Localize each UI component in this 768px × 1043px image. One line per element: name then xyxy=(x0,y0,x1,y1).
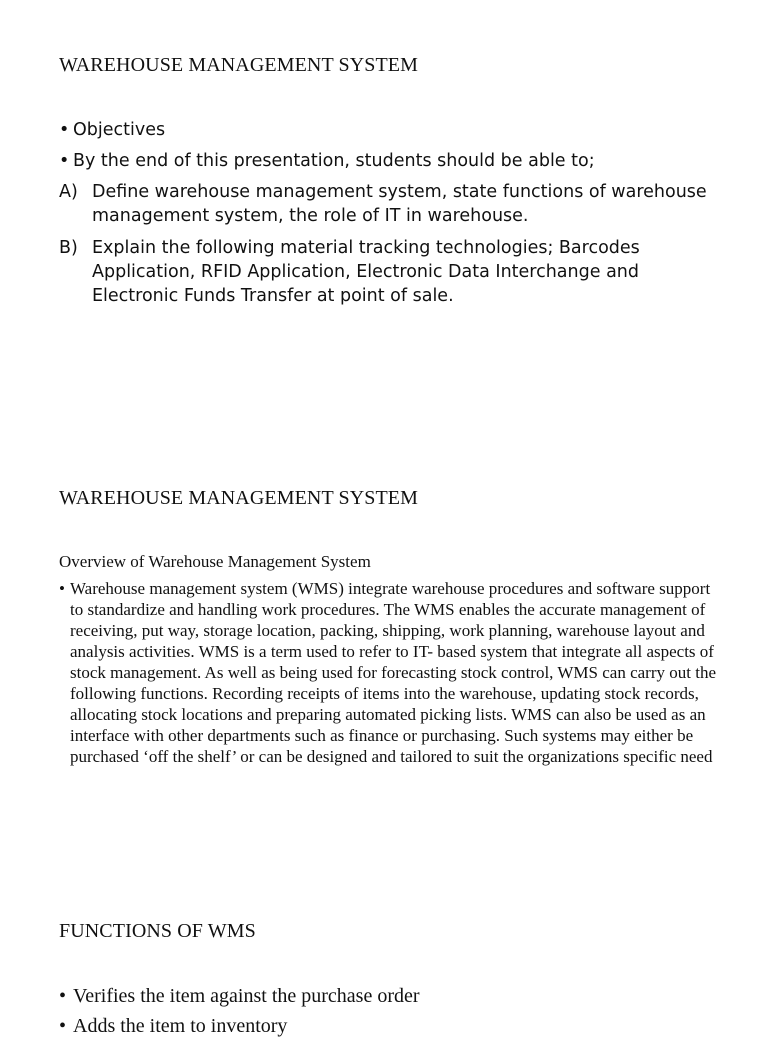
list-item-text: Explain the following material tracking technologies; Barcodes Application, RFID Application, Electronic Data Interchange and Electronic Funds Transfer at point of sale. xyxy=(92,238,640,306)
list-item xyxy=(59,118,709,142)
list-item-text: Verifies the item against the purchase order xyxy=(73,985,420,1007)
section3-title: FUNCTIONS OF WMS xyxy=(59,920,256,942)
bullet-marker: • xyxy=(59,579,65,598)
list-item xyxy=(59,149,709,173)
paragraph-text: Warehouse management system (WMS) integrate warehouse procedures and software support to standardize and handling work procedures. The WMS enables the accurate management of receiving, put way, storage location, packing, shipping, work planning, warehouse layout and analysis activities. WMS is a term used to refer to IT- based system that integrate all aspects of stock management. As well as being used for forecasting stock control, WMS can carry out the following functions. Recording receipts of items into the warehouse, updating stock records, allocating stock locations and preparing automated picking lists. WMS can also be used as an interface with other departments such as finance or purchasing. Such systems may either be purchased ‘off the shelf’ or can be designed and tailored to suit the organizations specific need xyxy=(70,579,716,766)
list-item xyxy=(59,180,709,228)
bullet-marker: • xyxy=(59,120,70,140)
list-item xyxy=(59,983,719,1009)
list-item-text: By the end of this presentation, students should be able to; xyxy=(73,151,595,171)
bullet-marker: • xyxy=(59,985,67,1007)
section1-title: WAREHOUSE MANAGEMENT SYSTEM xyxy=(59,54,419,76)
functions-list xyxy=(59,983,719,1043)
bullet-marker: • xyxy=(59,1015,67,1037)
list-item xyxy=(59,236,709,308)
section2-title: WAREHOUSE MANAGEMENT SYSTEM xyxy=(59,487,419,509)
list-item-text: Objectives xyxy=(73,120,166,140)
objectives-list xyxy=(59,118,709,316)
letter-marker: A) xyxy=(59,182,78,202)
bullet-marker: • xyxy=(59,151,70,171)
section2-subtitle: Overview of Warehouse Management System xyxy=(59,552,371,571)
overview-paragraph xyxy=(59,578,719,767)
letter-marker: B) xyxy=(59,238,78,258)
list-item xyxy=(59,1013,719,1039)
list-item-text: Define warehouse management system, state functions of warehouse management system, the role of IT in warehouse. xyxy=(92,182,707,226)
list-item-text: Adds the item to inventory xyxy=(73,1015,288,1037)
